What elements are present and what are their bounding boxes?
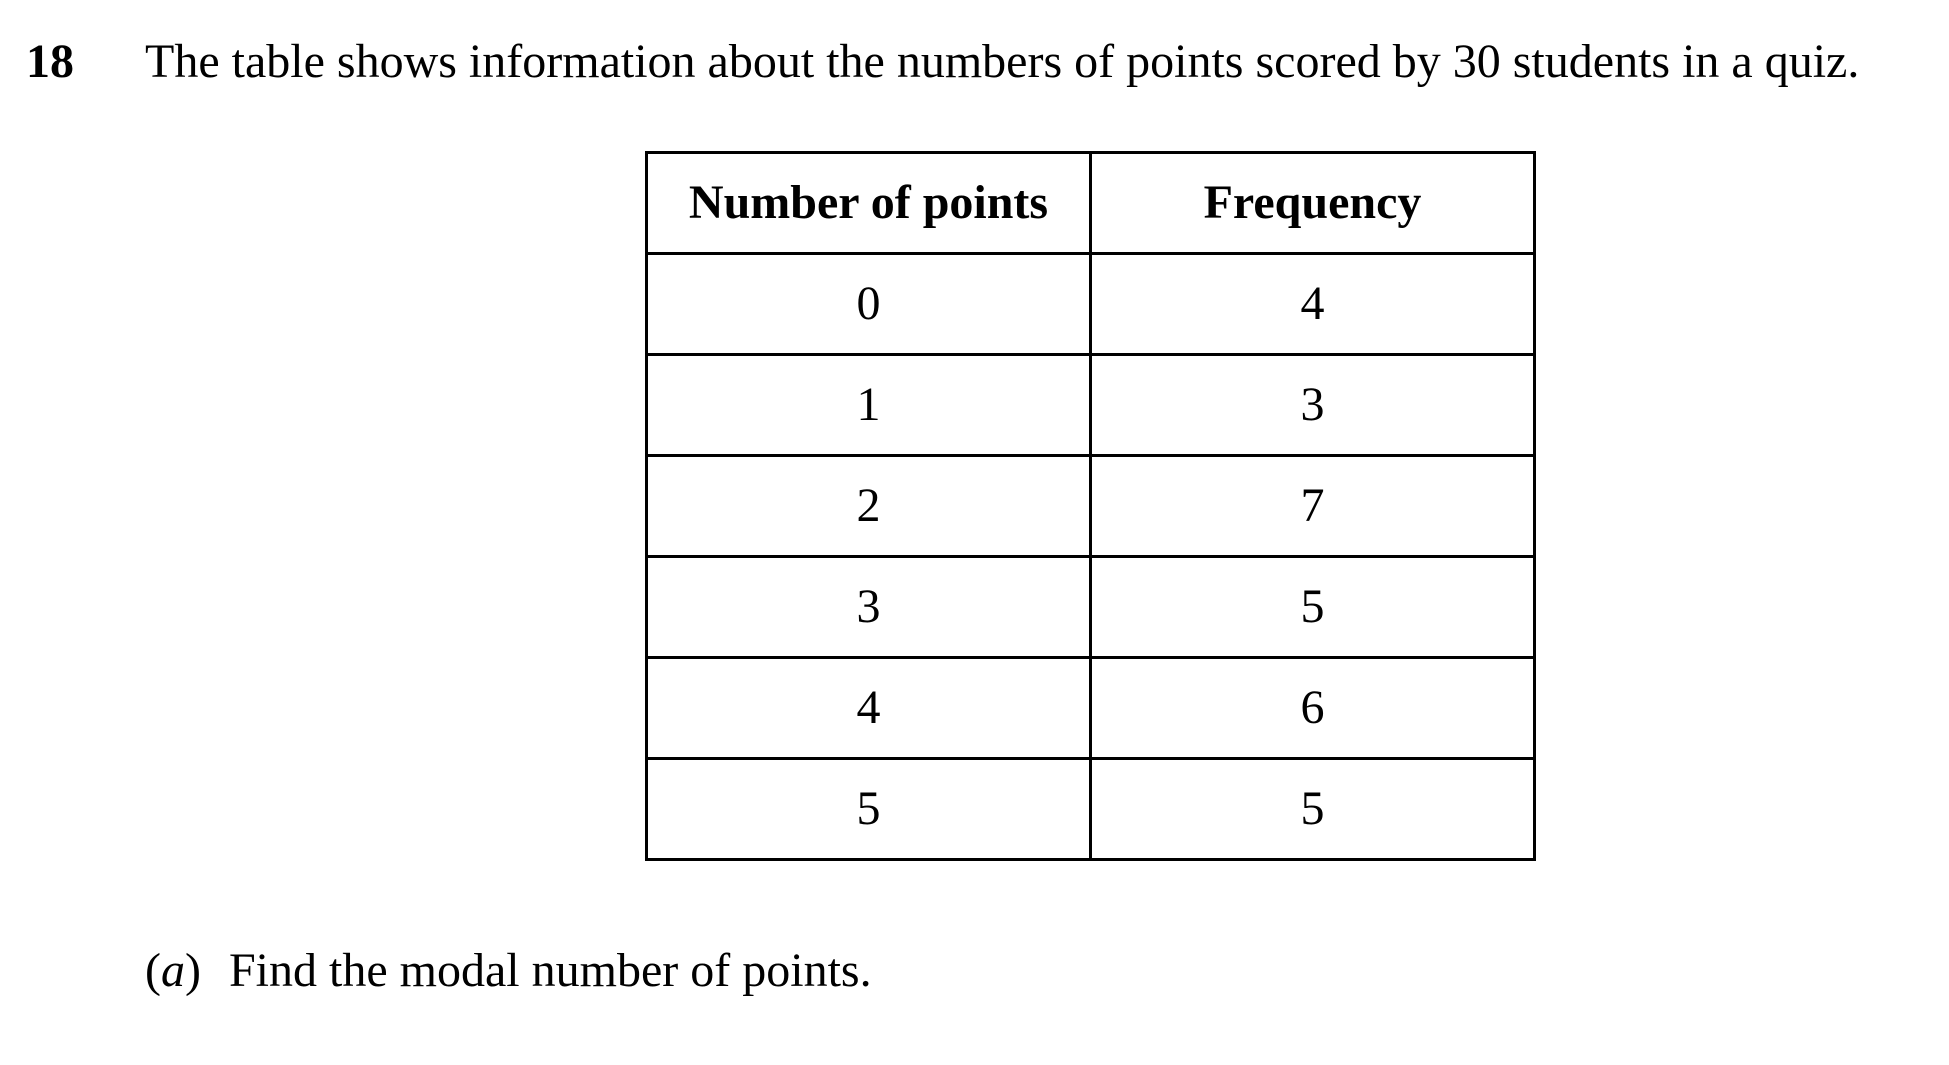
points-cell: 0 xyxy=(647,254,1091,355)
points-cell: 3 xyxy=(647,557,1091,658)
frequency-cell: 3 xyxy=(1091,355,1535,456)
points-cell: 5 xyxy=(647,759,1091,860)
part-a-open-paren: ( xyxy=(145,944,161,997)
table-header-row xyxy=(647,153,1535,254)
table-row xyxy=(647,254,1535,355)
frequency-table xyxy=(645,151,1536,861)
table-row xyxy=(647,456,1535,557)
part-a-close-paren: ) xyxy=(184,944,201,997)
table-row xyxy=(647,759,1535,860)
points-cell: 2 xyxy=(647,456,1091,557)
part-a-text: Find the modal number of points. xyxy=(228,944,872,997)
frequency-cell: 4 xyxy=(1091,254,1535,355)
frequency-cell: 6 xyxy=(1091,658,1535,759)
header-frequency: Frequency xyxy=(1091,153,1535,254)
header-number-of-points: Number of points xyxy=(647,153,1091,254)
question-number: 18 xyxy=(26,35,74,88)
table-row xyxy=(647,658,1535,759)
question-text: The table shows information about the numbers of points scored by 30 students in a quiz. xyxy=(145,35,1860,88)
part-a xyxy=(145,944,872,997)
part-a-label xyxy=(145,944,201,997)
frequency-cell: 5 xyxy=(1091,759,1535,860)
points-cell: 4 xyxy=(647,658,1091,759)
frequency-cell: 5 xyxy=(1091,557,1535,658)
table-row xyxy=(647,557,1535,658)
points-cell: 1 xyxy=(647,355,1091,456)
frequency-cell: 7 xyxy=(1091,456,1535,557)
table-row xyxy=(647,355,1535,456)
part-a-letter: a xyxy=(160,944,185,997)
